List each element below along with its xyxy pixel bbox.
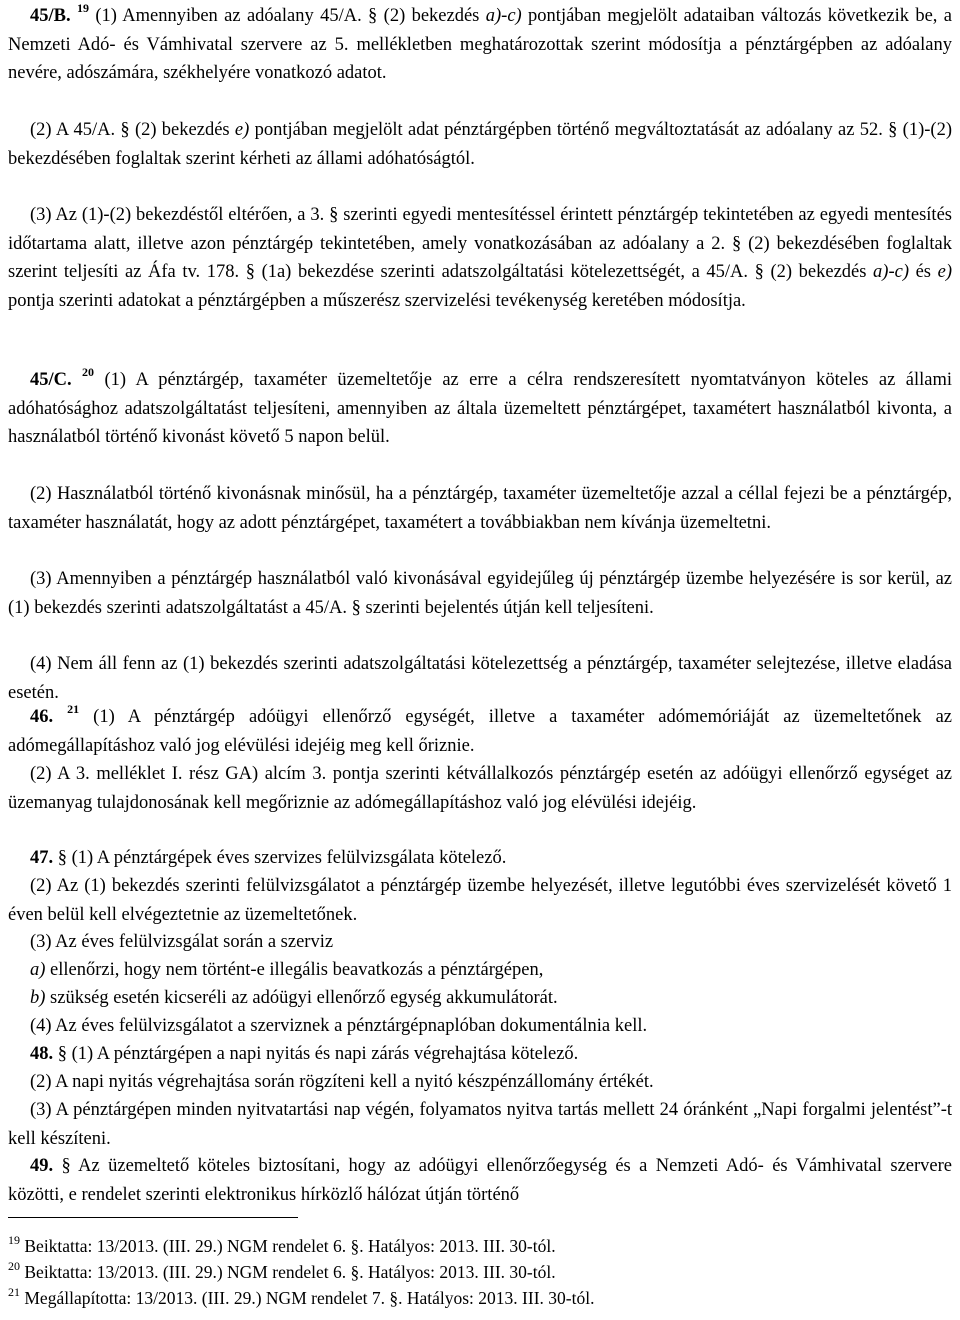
section-47-para-4 [8, 1012, 952, 1041]
section-45b-para-3 [8, 201, 952, 315]
text: § (1) A pénztárgépek éves szervizes felülvizsgálata kötelező. [53, 848, 507, 868]
text: és [909, 262, 938, 283]
section-49-para-1 [8, 1152, 952, 1209]
text-italic: e) [234, 120, 250, 140]
section-47-item-b [8, 984, 952, 1013]
footnote-text: Beiktatta: 13/2013. (III. 29.) NGM rendelet 6. §. Hatályos: 2013. III. 30-tól. [20, 1262, 556, 1282]
text: (1) A pénztárgép, taxaméter üzemeltetője az erre a célra rendszeresített nyomtatványon köteles az állami adóhatósághoz adatszolgáltatást teljesíteni, amennyiben az általa üzemeltett pénztárgépet, taxamétert használatból kivonta, a használatból történő kivonást követő 5 napon belül. [8, 370, 952, 448]
footnote-number: 19 [8, 1233, 20, 1247]
text: pontjában megjelölt adat pénztárgépben történő megváltoztatását az adóalany az 52. § (1)-(2) bekezdésében foglaltak szerint kérheti az állami adóhatóságtól. [8, 120, 952, 169]
section-45c-para-4 [8, 650, 952, 707]
footnote-ref: 21 [67, 702, 80, 716]
section-45c-para-2 [8, 480, 952, 537]
text: (4) Nem áll fenn az (1) bekezdés szerinti adatszolgáltatási kötelezettség a pénztárgép, taxaméter selejtezése, illetve eladása esetén. [8, 654, 952, 703]
footnote-text: Megállapította: 13/2013. (III. 29.) NGM rendelet 7. §. Hatályos: 2013. III. 30-tól. [20, 1288, 595, 1308]
section-number: 47. [30, 848, 54, 868]
section-45b-para-1 [8, 2, 952, 88]
text-italic: e) [937, 262, 952, 283]
section-48-para-3 [8, 1096, 952, 1153]
text-italic: a)-c) [873, 262, 909, 283]
text-italic: b) [30, 988, 46, 1008]
footnote-20 [8, 1260, 952, 1285]
text: (2) A 3. melléklet I. rész GA) alcím 3. pontja szerinti kétvállalkozós pénztárgép esetén az adóügyi ellenőrző egységet az üzemanyag tulajdonosának kell megőriznie az adómegállapításhoz való jog elévülési idejéig. [8, 764, 952, 813]
text: (2) A napi nyitás végrehajtása során rögzíteni kell a nyitó készpénzállomány értékét. [30, 1072, 654, 1092]
text: pontja szerinti adatokat a pénztárgépben a műszerész szervizelési tevékenység keretében módosítja. [8, 290, 746, 311]
text: (1) A pénztárgép adóügyi ellenőrző egységét, illetve a taxaméter adómemóriáját az üzemeltetőnek az adómegállapításhoz való jog elévülési idejéig meg kell őriznie. [8, 707, 952, 756]
text: ellenőrzi, hogy nem történt-e illegális beavatkozás a pénztárgépen, [45, 960, 544, 980]
footnote-number: 20 [8, 1259, 20, 1273]
text: (2) Használatból történő kivonásnak minősül, ha a pénztárgép, taxaméter üzemeltetője azzal a céllal fejezi be a pénztárgép, taxaméter használatát, hogy az adott pénztárgépet, taxamétert a továbbiakban nem kívánja üzemeltetni. [8, 484, 952, 533]
section-45b-para-2 [8, 116, 952, 173]
section-number: 46. [30, 707, 54, 727]
footnote-text: Beiktatta: 13/2013. (III. 29.) NGM rendelet 6. §. Hatályos: 2013. III. 30-tól. [20, 1236, 556, 1256]
text-italic: a) [30, 960, 46, 980]
section-number: 48. [30, 1044, 54, 1064]
section-47-para-1 [8, 844, 952, 873]
section-number: 45/B. [30, 6, 71, 26]
section-number: 49. [30, 1156, 54, 1176]
section-45c-para-3 [8, 565, 952, 622]
section-45c-para-1 [8, 366, 952, 452]
text: (1) Amennyiben az adóalany 45/A. § (2) bekezdés [88, 6, 486, 26]
text-italic: a)-c) [485, 6, 522, 26]
section-48-para-1 [8, 1040, 952, 1069]
text: (3) Az éves felülvizsgálat során a szerviz [30, 932, 334, 952]
section-47-para-2 [8, 872, 952, 929]
section-46-para-1 [8, 703, 952, 760]
section-47-para-3 [8, 928, 952, 957]
text: pontjában megjelölt adataiban változás következik be, a Nemzeti Adó- és Vámhivatal szervere az 5. mellékletben meghatározottak szerint módosítja a pénztárgépben az adóalany nevére, adószámára, székhelyére vonatkozó adatot. [8, 6, 952, 84]
footnote-21 [8, 1286, 952, 1311]
footnote-ref: 20 [82, 365, 95, 379]
text: (3) Amennyiben a pénztárgép használatból való kivonásával egyidejűleg új pénztárgép üzembe helyezésére is sor kerül, az (1) bekezdés szerinti adatszolgáltatást a 45/A. § szerinti bejelentés útján kell teljesíteni. [8, 569, 952, 618]
text: szükség esetén kicseréli az adóügyi ellenőrző egység akkumulátorát. [45, 988, 558, 1008]
text: (2) A 45/A. § (2) bekezdés [30, 120, 235, 140]
footnote-19 [8, 1234, 952, 1259]
text: (3) A pénztárgépen minden nyitvatartási nap végén, folyamatos nyitva tartás mellett 24 óránként „Napi forgalmi jelentést”-t kell készíteni. [8, 1100, 952, 1149]
section-number: 45/C. [30, 370, 72, 390]
footnote-number: 21 [8, 1285, 20, 1299]
text: (3) Az (1)-(2) bekezdéstől eltérően, a 3. § szerinti egyedi mentesítéssel érintett pénztárgép tekintetében az egyedi mentesítés időtartama alatt, illetve azon pénztárgép tekintetében, amely vonatkozásában az adóalany a 2. § (2) bekezdésében foglaltak szerint teljesíti az Áfa tv. 178. § (1a) bekezdése szerinti adatszolgáltatási kötelezettségét, a 45/A. § (2) bekezdés [8, 205, 952, 283]
section-46-para-2 [8, 760, 952, 817]
section-48-para-2 [8, 1068, 952, 1097]
footnote-divider [8, 1217, 298, 1218]
text: (2) Az (1) bekezdés szerinti felülvizsgálatot a pénztárgép üzembe helyezését, illetve legutóbbi éves szervizelését követő 1 éven belül kell elvégeztetnie az üzemeltetőnek. [8, 876, 952, 925]
text: § (1) A pénztárgépen a napi nyitás és napi zárás végrehajtása kötelező. [53, 1044, 579, 1064]
section-47-item-a [8, 956, 952, 985]
text: § Az üzemeltető köteles biztosítani, hogy az adóügyi ellenőrzőegység és a Nemzeti Adó- és Vámhivatal szervere közötti, e rendelet szerinti elektronikus hírközlő hálózat útján történő [8, 1156, 952, 1205]
text: (4) Az éves felülvizsgálatot a szerviznek a pénztárgépnaplóban dokumentálnia kell. [30, 1016, 648, 1036]
footnote-ref: 19 [76, 1, 89, 15]
